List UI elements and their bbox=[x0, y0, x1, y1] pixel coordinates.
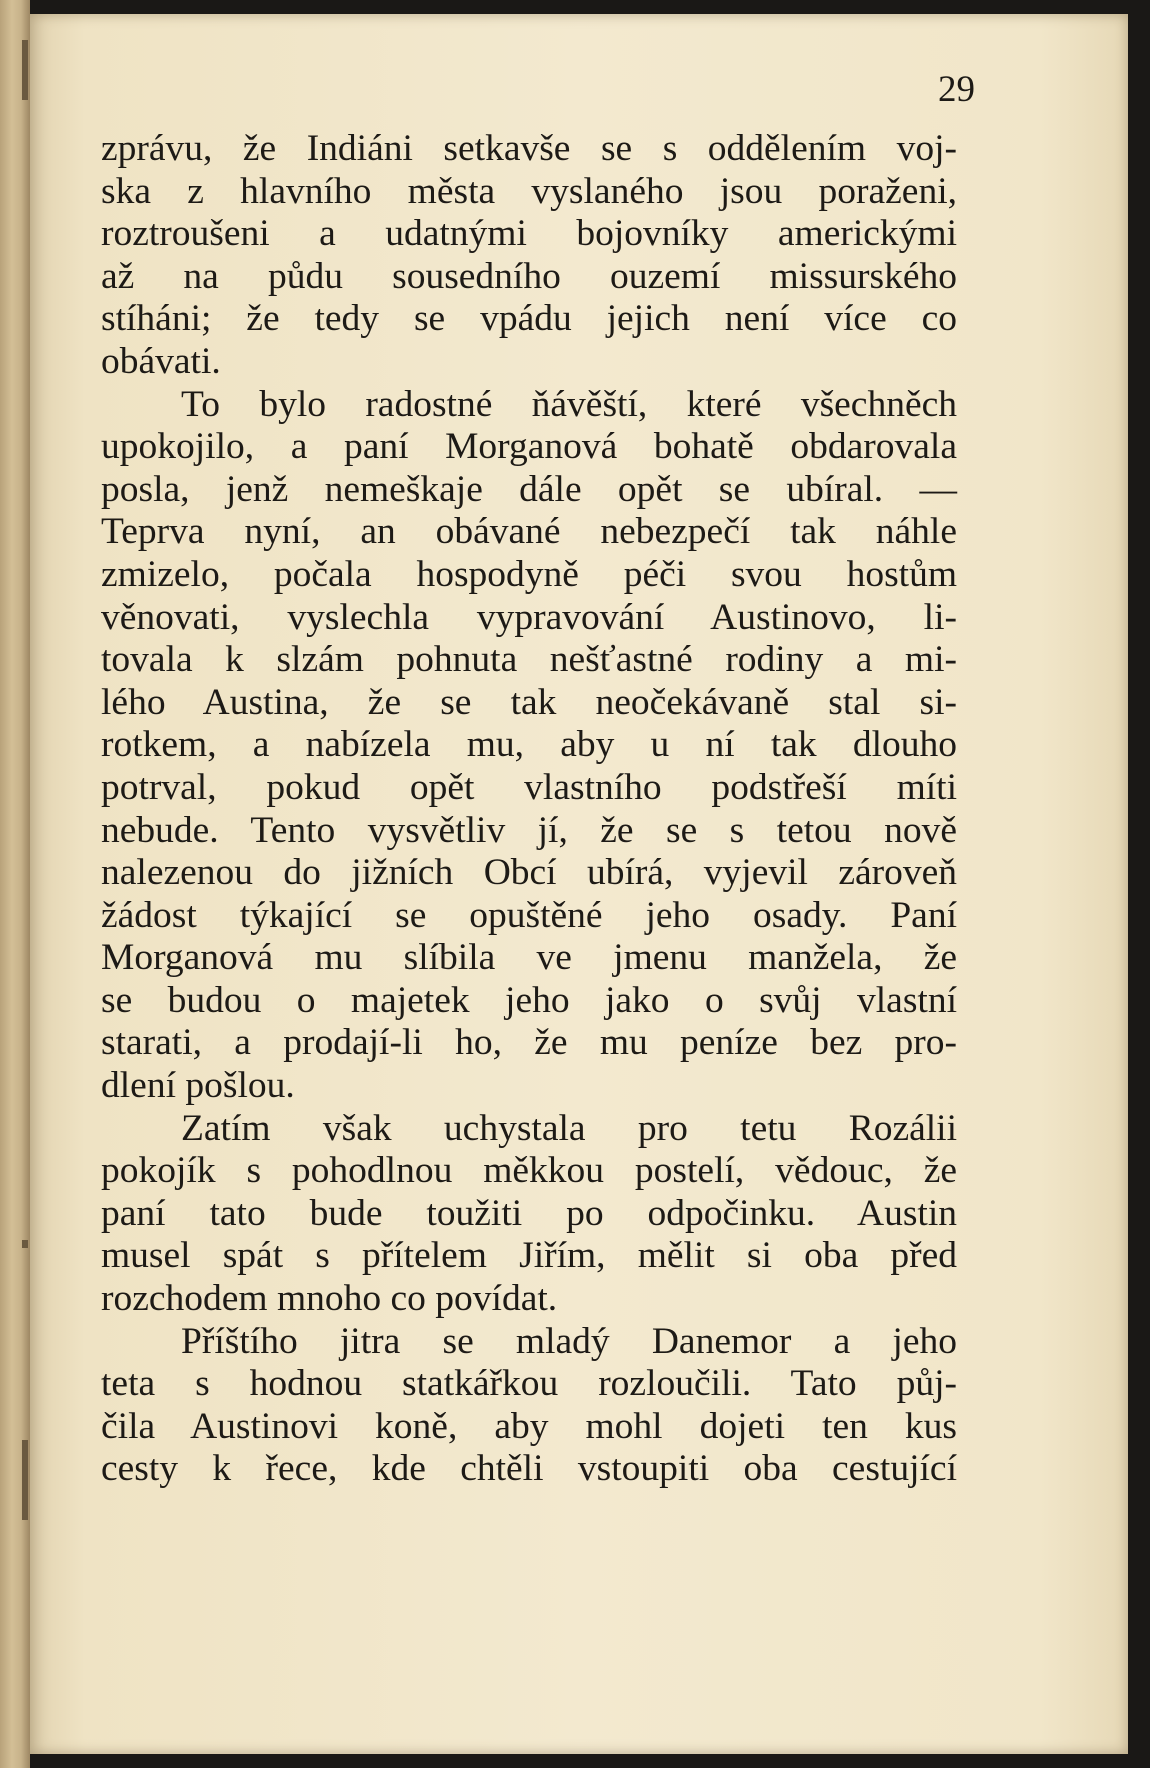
text-line: nebude. Tento vysvětliv jí, že se s tetou nově bbox=[101, 809, 957, 851]
text-line: žádost týkající se opuštěné jeho osady. Paní bbox=[101, 894, 957, 936]
text-line: cesty k řece, kde chtěli vstoupiti oba cestující bbox=[101, 1448, 957, 1490]
text-line: posla, jenž nemeškaje dále opět se ubíral. — bbox=[101, 468, 957, 510]
text-line: čila Austinovi koně, aby mohl dojeti ten kus bbox=[101, 1405, 957, 1447]
text-line: rozchodem mnoho co povídat. bbox=[101, 1278, 558, 1320]
text-line: Teprva nyní, an obávané nebezpečí tak náhle bbox=[101, 511, 957, 553]
text-line: Zatím však uchystala pro tetu Rozálii bbox=[181, 1107, 957, 1149]
text-line: nalezenou do jižních Obcí ubírá, vyjevil zároveň bbox=[101, 852, 957, 894]
spine-mark bbox=[22, 40, 28, 100]
text-line: zprávu, že Indiáni setkavše se s oddělením voj- bbox=[101, 128, 957, 169]
text-line: upokojilo, a paní Morganová bohatě obdarovala bbox=[101, 426, 957, 468]
text-line: rotkem, a nabízela mu, aby u ní tak dlouho bbox=[101, 724, 957, 766]
book-spine-edge bbox=[0, 0, 30, 1768]
text-line: stíháni; že tedy se vpádu jejich není více co bbox=[101, 298, 957, 340]
text-line: potrval, pokud opět vlastního podstřeší míti bbox=[101, 766, 957, 808]
text-line: věnovati, vyslechla vypravování Austinovo, li- bbox=[101, 596, 957, 638]
spine-mark bbox=[22, 1240, 28, 1248]
text-line: se budou o majetek jeho jako o svůj vlastní bbox=[101, 979, 957, 1021]
text-line: teta s hodnou statkářkou rozloučili. Tato půj- bbox=[101, 1363, 957, 1405]
text-line: zmizelo, počala hospodyně péči svou hostům bbox=[101, 553, 957, 595]
page-number: 29 bbox=[938, 69, 975, 110]
text-line: až na půdu sousedního ouzemí missurského bbox=[101, 255, 957, 297]
text-line: To bylo radostné ňávěští, které všechněch bbox=[181, 383, 957, 425]
body-text bbox=[101, 128, 957, 1491]
text-line: lého Austina, že se tak neočekávaně stal si- bbox=[101, 681, 957, 723]
text-line: ska z hlavního města vyslaného jsou poraženi, bbox=[101, 170, 957, 212]
text-line: Příštího jitra se mladý Danemor a jeho bbox=[181, 1320, 957, 1362]
text-line: dlení pošlou. bbox=[101, 1065, 295, 1107]
text-line: tovala k slzám pohnuta nešťastné rodiny a mi- bbox=[101, 639, 957, 681]
text-line: Morganová mu slíbila ve jmenu manžela, že bbox=[101, 937, 957, 979]
text-line: paní tato bude toužiti po odpočinku. Austin bbox=[101, 1192, 957, 1234]
text-line: pokojík s pohodlnou měkkou postelí, vědouc, že bbox=[101, 1150, 957, 1192]
spine-mark bbox=[22, 1440, 28, 1520]
text-line: starati, a prodají-li ho, že mu peníze bez pro- bbox=[101, 1022, 957, 1064]
text-line: musel spát s přítelem Jiřím, mělit si oba před bbox=[101, 1235, 957, 1277]
text-line: obávati. bbox=[101, 340, 221, 382]
text-line: roztroušeni a udatnými bojovníky americkými bbox=[101, 213, 957, 255]
